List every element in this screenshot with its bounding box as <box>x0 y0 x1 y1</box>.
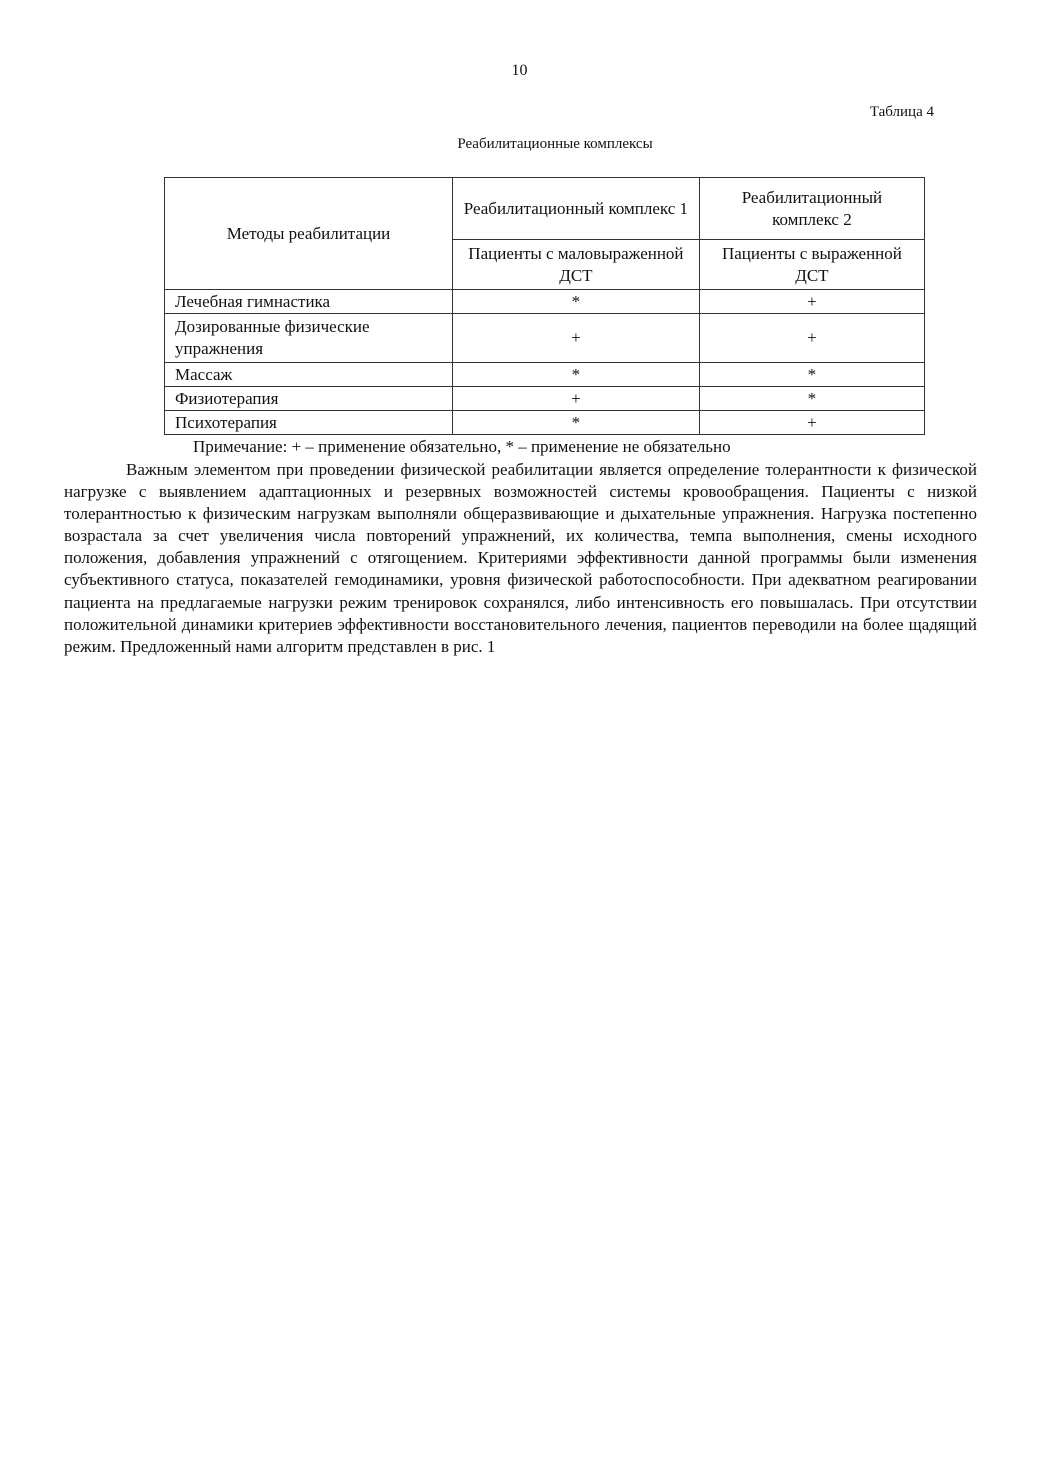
body-paragraph: Важным элементом при проведении физической реабилитации является определение толерантности к физической нагрузке с выявлением адаптационных и резервных возможностей системы кровообращения. Пациенты с низкой толерантностью к физическим нагрузкам выполняли общеразвивающие и дыхательные упражнения. Нагрузка постепенно возрастала за счет увеличения числа повторений упражнений, их количества, темпа выполнения, смены исходного положения, добавления упражнений с отягощением. Критериями эффективности данной программы были изменения субъективного статуса, показателей гемодинамики, уровня физической работоспособности. При адекватном реагировании пациента на предлагаемые нагрузки режим тренировок сохранялся, либо интенсивность его повышалась. При отсутствии положительной динамики критериев эффективности восстановительного лечения, пациентов переводили на более щадящий режим. Предложенный нами алгоритм представлен в рис. 1 <box>64 460 977 656</box>
method-cell: Массаж <box>165 363 453 387</box>
method-cell: Лечебная гимнастика <box>165 290 453 314</box>
rehabilitation-table <box>164 177 925 435</box>
method-cell: Дозированные физические упражнения <box>165 314 453 363</box>
header-patients-1: Пациенты с маловыраженной ДСТ <box>453 240 700 290</box>
table-label: Таблица 4 <box>869 104 934 120</box>
table-row <box>165 387 925 411</box>
method-cell: Физиотерапия <box>165 387 453 411</box>
complex2-mark: + <box>699 314 924 363</box>
table-row <box>165 290 925 314</box>
header-methods: Методы реабилитации <box>165 178 453 290</box>
header-patients-2: Пациенты с выраженной ДСТ <box>699 240 924 290</box>
table-title: Реабилитационные комплексы <box>457 136 653 152</box>
table-note: Примечание: + – применение обязательно, * – применение не обязательно <box>193 437 731 456</box>
table-row <box>165 363 925 387</box>
table-row <box>165 314 925 363</box>
complex1-mark: + <box>453 314 700 363</box>
complex1-mark: + <box>453 387 700 411</box>
header-complex-2: Реабилитационный комплекс 2 <box>699 178 924 240</box>
complex1-mark: * <box>453 363 700 387</box>
complex1-mark: * <box>453 411 700 435</box>
table-header-row <box>165 178 925 240</box>
table-row <box>165 411 925 435</box>
complex2-mark: * <box>699 363 924 387</box>
complex2-mark: + <box>699 411 924 435</box>
page-number: 10 <box>511 62 528 79</box>
complex2-mark: * <box>699 387 924 411</box>
header-complex-1: Реабилитационный комплекс 1 <box>453 178 700 240</box>
complex1-mark: * <box>453 290 700 314</box>
complex2-mark: + <box>699 290 924 314</box>
method-cell: Психотерапия <box>165 411 453 435</box>
